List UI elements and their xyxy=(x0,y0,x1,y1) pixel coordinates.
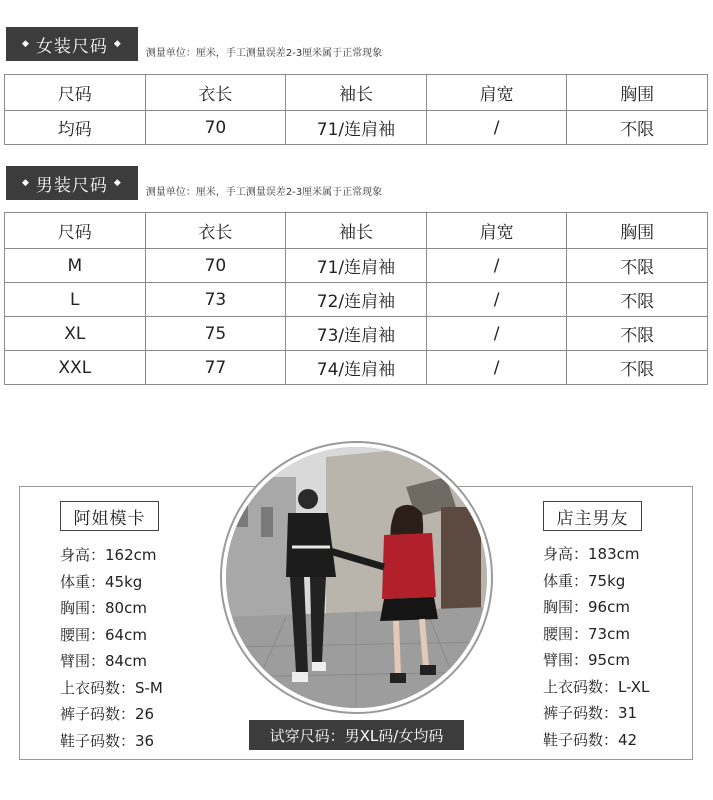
table-header-row xyxy=(5,213,708,249)
women-measure-note: 测量单位：厘米，手工测量误差2-3厘米属于正常现象 xyxy=(145,47,383,59)
women-size-title: 女装尺码 xyxy=(35,36,108,57)
stat-line: 裤子码数：26 xyxy=(60,705,155,723)
column-header: 胸围 xyxy=(567,213,708,249)
table-cell: XL xyxy=(5,317,146,351)
stat-line: 上衣码数：S-M xyxy=(60,678,163,697)
male-model-title: 店主男友 xyxy=(543,501,642,531)
table-cell: 70 xyxy=(145,249,286,283)
stat-line: 身高：183cm xyxy=(543,545,640,563)
column-header: 袖长 xyxy=(286,213,427,249)
stat-line: 鞋子码数：42 xyxy=(543,730,638,749)
stat-line: 臂围：84cm xyxy=(60,652,147,670)
stat-line: 体重：75kg xyxy=(543,571,626,590)
stat-line: 鞋子码数：36 xyxy=(60,731,155,750)
women-size-header xyxy=(6,27,382,61)
table-cell: 不限 xyxy=(567,351,708,385)
table-cell: 不限 xyxy=(567,111,708,145)
table-cell: 73/连肩袖 xyxy=(286,317,427,351)
couple-photo-illustration xyxy=(226,447,487,708)
column-header: 袖长 xyxy=(286,75,427,111)
table-cell: / xyxy=(426,283,567,317)
column-header: 衣长 xyxy=(145,75,286,111)
stat-line: 裤子码数：31 xyxy=(543,704,638,722)
table-row xyxy=(5,283,708,317)
column-header: 肩宽 xyxy=(426,213,567,249)
stat-line: 上衣码数：L-XL xyxy=(543,677,650,696)
table-cell: 不限 xyxy=(567,317,708,351)
diamond-icon: ◆ xyxy=(22,39,30,49)
table-row xyxy=(5,249,708,283)
table-cell: 73 xyxy=(145,283,286,317)
stat-line: 体重：45kg xyxy=(60,572,143,591)
diamond-icon: ◆ xyxy=(113,178,122,188)
table-cell: 70 xyxy=(145,111,286,145)
table-cell: M xyxy=(5,249,146,283)
column-header: 衣长 xyxy=(145,213,286,249)
table-cell: 75 xyxy=(145,317,286,351)
table-row xyxy=(5,111,708,145)
men-size-tag xyxy=(6,166,138,200)
men-size-header xyxy=(6,166,382,200)
table-cell: 不限 xyxy=(567,283,708,317)
table-cell: 71/连肩袖 xyxy=(286,111,427,145)
table-row xyxy=(5,317,708,351)
female-model-stats xyxy=(60,542,163,754)
table-cell: 不限 xyxy=(567,249,708,283)
men-measure-note: 测量单位：厘米，手工测量误差2-3厘米属于正常现象 xyxy=(145,186,383,198)
diamond-icon: ◆ xyxy=(113,39,122,49)
table-cell: / xyxy=(426,317,567,351)
table-cell: XXL xyxy=(5,351,146,385)
table-cell: 77 xyxy=(145,351,286,385)
table-cell: 71/连肩袖 xyxy=(286,249,427,283)
model-photo xyxy=(226,447,487,708)
table-cell: 均码 xyxy=(5,111,146,145)
table-cell: / xyxy=(426,249,567,283)
women-size-table xyxy=(4,74,708,145)
women-size-tag xyxy=(6,27,138,61)
stat-line: 腰围：73cm xyxy=(543,624,630,643)
stat-line: 身高：162cm xyxy=(60,546,157,564)
trial-size-caption: 试穿尺码：男XL码/女均码 xyxy=(249,720,464,750)
stat-line: 胸围：80cm xyxy=(60,599,147,617)
table-row xyxy=(5,351,708,385)
stat-line: 臂围：95cm xyxy=(543,651,630,669)
male-model-stats xyxy=(543,541,649,753)
table-header-row xyxy=(5,75,708,111)
diamond-icon: ◆ xyxy=(22,178,30,188)
stat-line: 腰围：64cm xyxy=(60,625,147,644)
female-model-title: 阿姐模卡 xyxy=(60,501,159,531)
men-size-table xyxy=(4,212,708,385)
stat-line: 胸围：96cm xyxy=(543,598,630,616)
column-header: 尺码 xyxy=(5,213,146,249)
table-cell: / xyxy=(426,111,567,145)
table-cell: 74/连肩袖 xyxy=(286,351,427,385)
table-cell: L xyxy=(5,283,146,317)
men-size-title: 男装尺码 xyxy=(35,175,108,196)
table-cell: 72/连肩袖 xyxy=(286,283,427,317)
column-header: 胸围 xyxy=(567,75,708,111)
column-header: 肩宽 xyxy=(426,75,567,111)
table-cell: / xyxy=(426,351,567,385)
column-header: 尺码 xyxy=(5,75,146,111)
